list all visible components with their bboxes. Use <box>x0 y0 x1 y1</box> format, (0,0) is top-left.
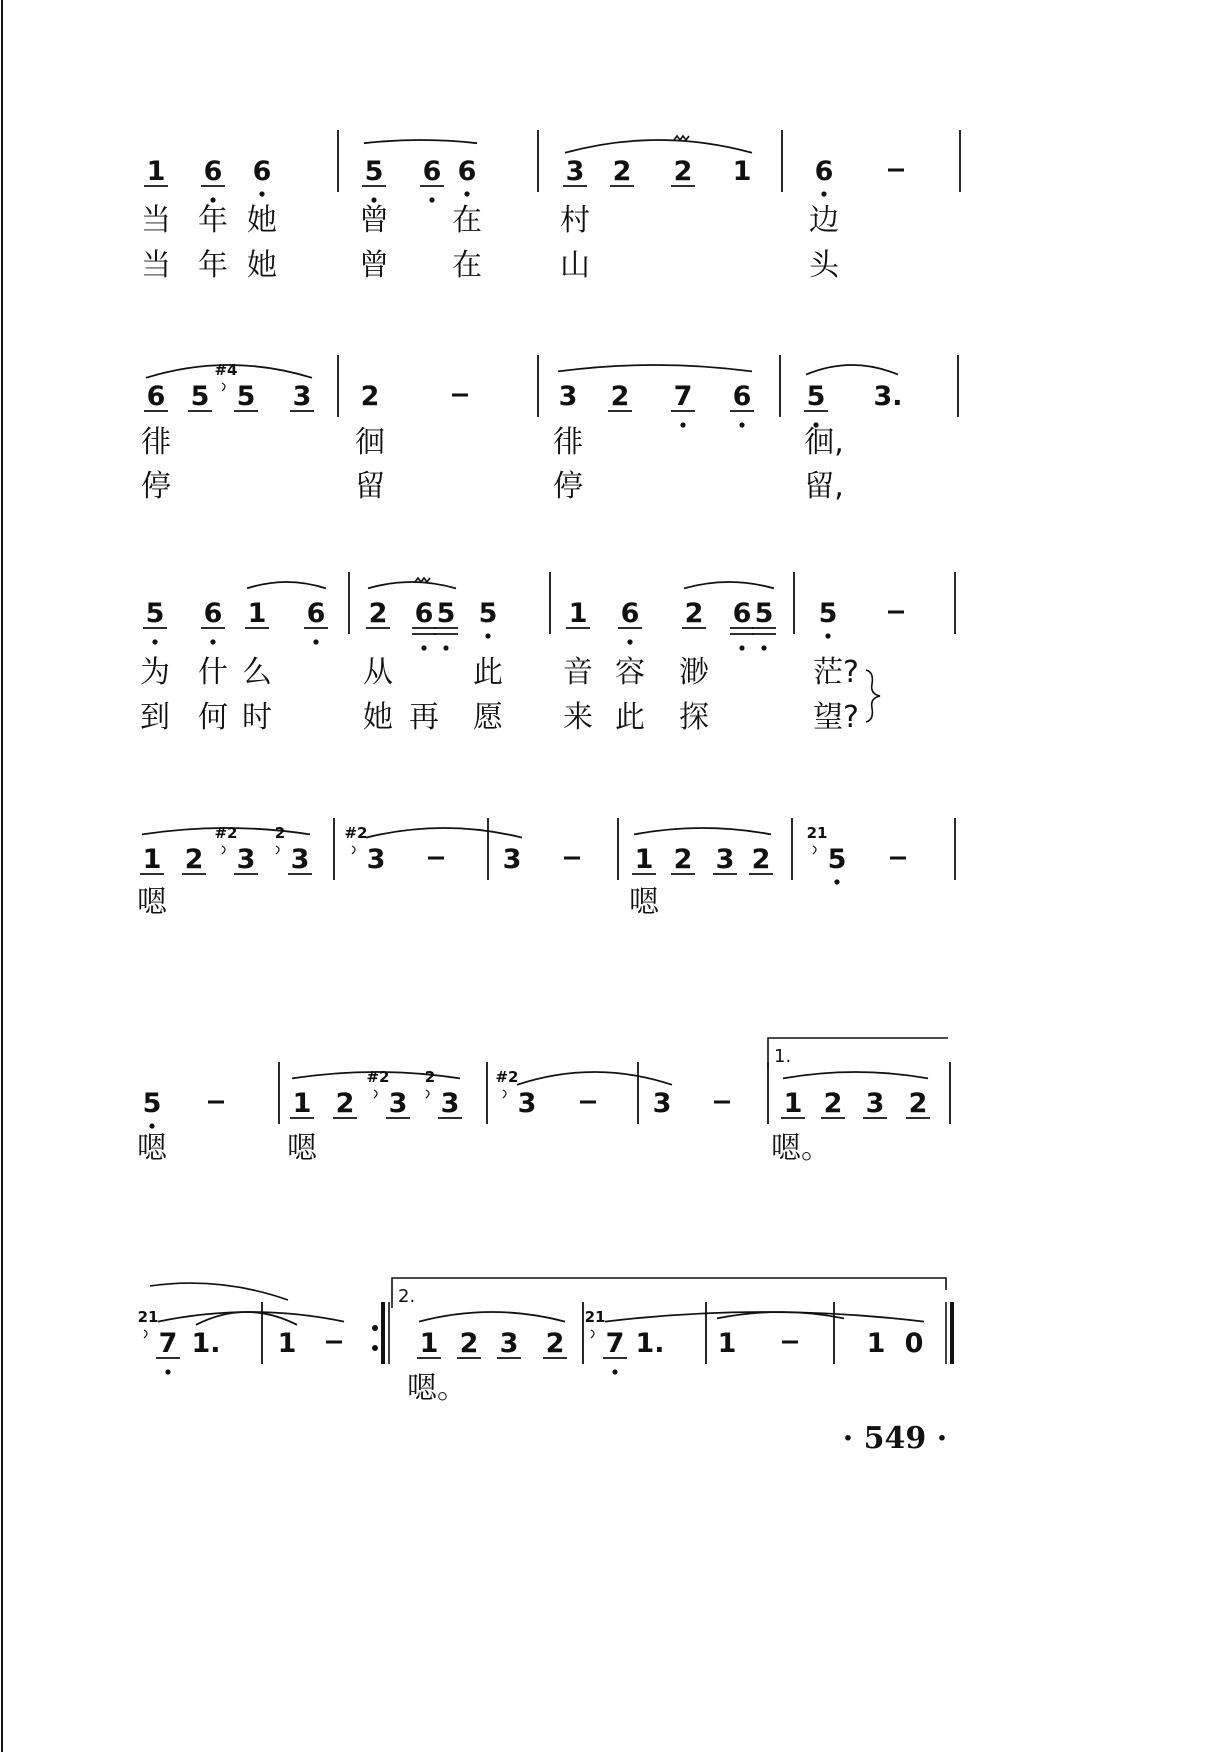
lyric-syllable: 望? <box>813 700 859 735</box>
note: 6 <box>146 381 166 412</box>
note: 2 <box>368 598 388 629</box>
octave-dot-low <box>485 633 490 638</box>
grace-note: 21 <box>137 1308 159 1326</box>
octave-dot-low <box>821 191 826 196</box>
octave-dot-low <box>371 197 376 202</box>
note: 3 <box>440 1088 460 1119</box>
slur <box>247 582 326 588</box>
note: 1 <box>732 156 752 187</box>
note: 5 <box>827 844 847 875</box>
note: 1 <box>146 156 166 187</box>
lyric-syllable: 音 <box>563 655 593 690</box>
note: 1 <box>142 844 162 875</box>
note: 1 <box>568 598 588 629</box>
lyric-syllable: 她 <box>247 203 277 238</box>
score-system <box>138 1302 952 1406</box>
repeat-dot <box>372 1345 378 1351</box>
note: 2 <box>673 156 693 187</box>
octave-dot-low <box>680 422 685 427</box>
phrase-slur <box>150 1283 288 1300</box>
score-system <box>137 1062 950 1166</box>
note: 5 <box>190 381 210 412</box>
note: 2 <box>673 844 693 875</box>
note: 1 <box>634 844 654 875</box>
lyric-syllable: 年 <box>198 248 228 283</box>
grace-note: #4 <box>214 361 238 379</box>
lyric-syllable: 徊 <box>355 425 385 460</box>
slur <box>605 1312 924 1322</box>
grace-note: #2 <box>344 824 368 842</box>
octave-dot-low <box>739 645 744 650</box>
note: 6 <box>457 156 477 187</box>
note: 3 <box>865 1088 885 1119</box>
lyric-syllable: 当 <box>141 203 171 238</box>
slur <box>368 582 456 588</box>
lyric-syllable: 何 <box>198 700 228 735</box>
lyric-syllable: 头 <box>809 248 839 283</box>
octave-dot-low <box>761 645 766 650</box>
octave-dot-low <box>429 197 434 202</box>
grace-note: #2 <box>495 1068 519 1086</box>
note: 3 <box>366 844 386 875</box>
grace-hook <box>222 383 225 391</box>
volta-bracket <box>768 1038 948 1068</box>
note: 2 <box>612 156 632 187</box>
note: 3 <box>652 1088 672 1119</box>
lyric-syllable: 探 <box>679 700 709 735</box>
octave-dot-low <box>825 633 830 638</box>
note: 1 <box>783 1088 803 1119</box>
lyric-syllable: 从 <box>363 655 393 690</box>
slur <box>419 1312 565 1322</box>
note: 3 <box>236 844 256 875</box>
slur <box>517 1072 672 1085</box>
note: 5 <box>436 598 456 629</box>
grace-note: 2 <box>274 824 286 842</box>
note: 3 <box>499 1328 519 1359</box>
octave-dot-low <box>165 1369 170 1374</box>
octave-dot-low <box>739 422 744 427</box>
lyric-syllable: 什 <box>198 655 228 690</box>
note: 6 <box>422 156 442 187</box>
lyric-syllable: 么 <box>242 655 272 690</box>
note: 1 <box>419 1328 439 1359</box>
note: 2 <box>184 844 204 875</box>
score-system <box>141 130 960 283</box>
note: 3 <box>517 1088 537 1119</box>
note: 1. <box>635 1328 665 1359</box>
note: 5 <box>364 156 384 187</box>
note: 3 <box>388 1088 408 1119</box>
volta-label: 2. <box>398 1286 416 1307</box>
note: 6 <box>203 156 223 187</box>
lyric-syllable: 徊, <box>804 425 844 460</box>
page-number: · 549 · <box>842 1421 948 1456</box>
lyric-syllable: 来 <box>563 700 593 735</box>
note: 2 <box>684 598 704 629</box>
note: 3 <box>558 381 578 412</box>
note: 1 <box>247 598 267 629</box>
note: 5 <box>236 381 256 412</box>
grace-hook <box>813 846 816 854</box>
lyric-syllable: 嗯 <box>137 885 167 920</box>
octave-dot-low <box>443 645 448 650</box>
lyric-syllable: 山 <box>560 248 590 283</box>
note: 5 <box>142 1088 162 1119</box>
grace-hook <box>276 846 279 854</box>
note: 5 <box>754 598 774 629</box>
lyric-syllable: 年 <box>198 203 228 238</box>
note: 6 <box>203 598 223 629</box>
lyric-syllable: 徘 <box>141 425 171 460</box>
note: 3. <box>873 381 903 412</box>
note: 2 <box>823 1088 843 1119</box>
lyric-syllable: 在 <box>452 248 482 283</box>
note: 3 <box>292 381 312 412</box>
lyric-syllable: 到 <box>140 700 170 735</box>
lyric-syllable: 停 <box>141 469 171 504</box>
note: 3 <box>290 844 310 875</box>
note: 5 <box>478 598 498 629</box>
lyric-syllable: 再 <box>409 700 439 735</box>
lyric-syllable: 她 <box>247 248 277 283</box>
lyric-syllable: 容 <box>615 655 645 690</box>
grace-note: #2 <box>366 1068 390 1086</box>
note: 0 <box>904 1328 924 1359</box>
note: 1 <box>292 1088 312 1119</box>
note: 2 <box>751 844 771 875</box>
note: 1 <box>717 1328 737 1359</box>
lyric-syllable: 嗯 <box>287 1131 317 1166</box>
lyric-syllable: 当 <box>141 248 171 283</box>
slur <box>806 365 898 375</box>
note: 2 <box>908 1088 928 1119</box>
note: 3 <box>565 156 585 187</box>
lyric-syllable: 嗯 <box>629 885 659 920</box>
note: 6 <box>306 598 326 629</box>
mordent-ornament <box>674 136 689 140</box>
octave-dot-low <box>149 1123 154 1128</box>
volta-bracket <box>392 1278 946 1308</box>
slur <box>158 1312 344 1322</box>
octave-dot-low <box>627 639 632 644</box>
lyric-syllable: 停 <box>553 469 583 504</box>
note: 3 <box>715 844 735 875</box>
grace-note: #2 <box>214 824 238 842</box>
lyric-syllable: 此 <box>473 655 503 690</box>
lyric-syllable: 她 <box>363 700 393 735</box>
note: 7 <box>673 381 693 412</box>
note: 2 <box>335 1088 355 1119</box>
lyric-syllable: 曾 <box>359 248 389 283</box>
note: 6 <box>252 156 272 187</box>
grace-hook <box>144 1330 147 1338</box>
slur <box>558 365 752 371</box>
lyric-syllable: 此 <box>615 700 645 735</box>
note: 7 <box>605 1328 625 1359</box>
note: 6 <box>414 598 434 629</box>
note: 5 <box>806 381 826 412</box>
slur <box>364 140 477 143</box>
grace-note: 21 <box>806 824 828 842</box>
score-system <box>137 818 955 920</box>
note: 6 <box>732 381 752 412</box>
lyric-syllable: 留, <box>804 469 844 504</box>
volta-1 <box>768 1038 948 1068</box>
volta-2 <box>392 1278 946 1308</box>
octave-dot-low <box>152 639 157 644</box>
grace-hook <box>591 1330 594 1338</box>
lyric-syllable: 嗯 <box>137 1131 167 1166</box>
lyric-syllable: 留 <box>355 469 385 504</box>
lyric-syllable: 为 <box>140 655 170 690</box>
score-system <box>140 572 955 735</box>
octave-dot-low <box>612 1369 617 1374</box>
slur <box>565 140 752 153</box>
slur <box>366 828 522 838</box>
lyric-brace <box>866 670 880 722</box>
note: 2 <box>610 381 630 412</box>
note: 1. <box>191 1328 221 1359</box>
score-system <box>141 355 958 504</box>
grace-hook <box>352 846 355 854</box>
note: 1 <box>277 1328 297 1359</box>
grace-hook <box>222 846 225 854</box>
note: 6 <box>814 156 834 187</box>
note: 6 <box>620 598 640 629</box>
volta-label: 1. <box>774 1046 792 1067</box>
note: 5 <box>145 598 165 629</box>
lyric-syllable: 时 <box>242 700 272 735</box>
note: 2 <box>360 381 380 412</box>
lyric-syllable: 嗯。 <box>771 1131 831 1166</box>
slur <box>783 1072 928 1078</box>
note: 7 <box>158 1328 178 1359</box>
octave-dot-low <box>834 879 839 884</box>
octave-dot-low <box>421 645 426 650</box>
lyric-syllable: 边 <box>809 203 839 238</box>
lyric-syllable: 茫? <box>813 655 859 690</box>
repeat-dot <box>372 1325 378 1331</box>
slur <box>634 828 771 834</box>
lyric-syllable: 渺 <box>679 655 709 690</box>
note: 2 <box>459 1328 479 1359</box>
lyric-syllable: 愿 <box>473 700 503 735</box>
grace-hook <box>374 1090 377 1098</box>
lyric-syllable: 村 <box>560 203 590 238</box>
note: 1 <box>866 1328 886 1359</box>
octave-dot-low <box>464 191 469 196</box>
note: 3 <box>502 844 522 875</box>
octave-dot-low <box>210 197 215 202</box>
octave-dot-low <box>313 639 318 644</box>
lyric-syllable: 曾 <box>359 203 389 238</box>
lyric-syllable: 徘 <box>553 425 583 460</box>
grace-hook <box>426 1090 429 1098</box>
octave-dot-low <box>210 639 215 644</box>
octave-dot-low <box>259 191 264 196</box>
grace-note: 2 <box>424 1068 436 1086</box>
grace-note: 21 <box>584 1308 606 1326</box>
slur <box>684 582 774 588</box>
lyric-syllable: 嗯。 <box>407 1371 467 1406</box>
note: 6 <box>732 598 752 629</box>
lyric-syllable: 在 <box>452 203 482 238</box>
note: 2 <box>545 1328 565 1359</box>
grace-hook <box>503 1090 506 1098</box>
note: 5 <box>818 598 838 629</box>
